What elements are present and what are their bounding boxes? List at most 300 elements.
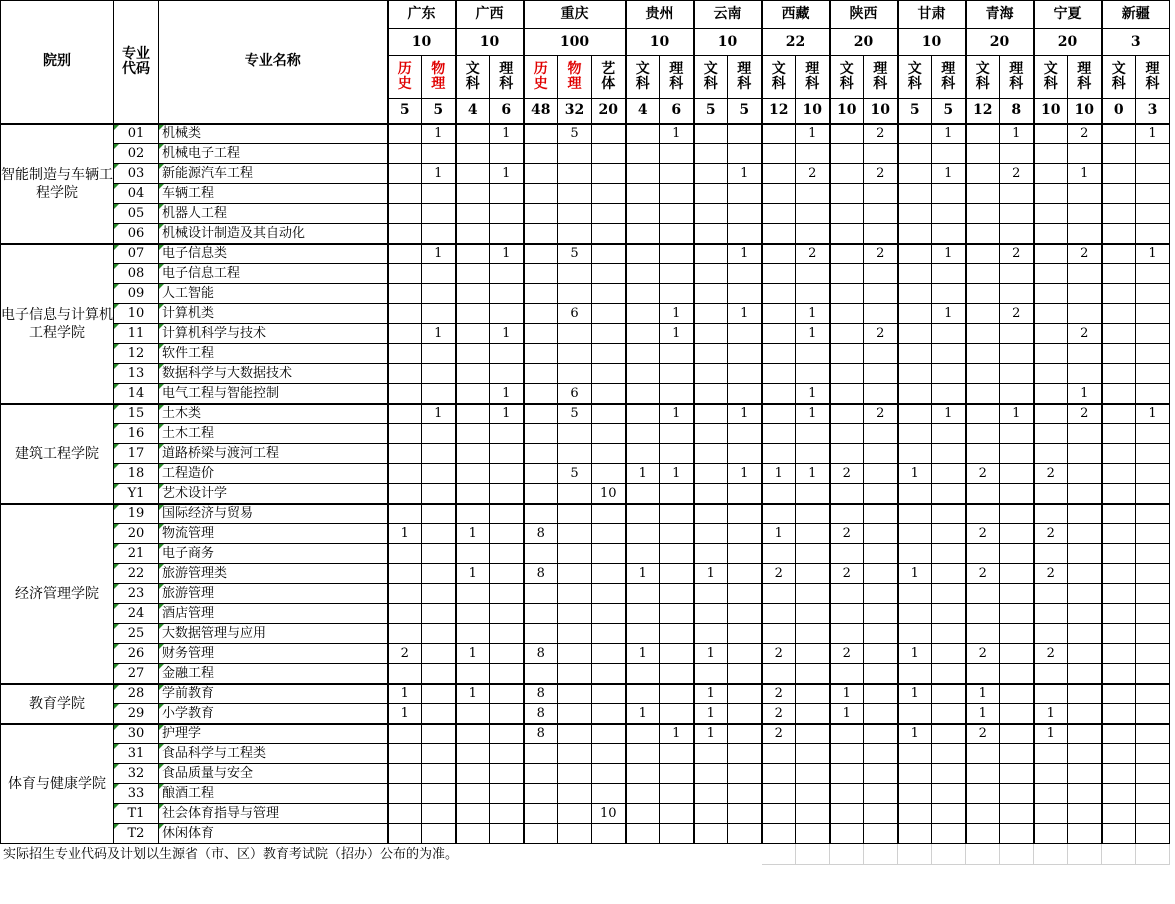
quota-cell bbox=[660, 344, 694, 364]
subject-count: 4 bbox=[626, 99, 660, 124]
quota-cell bbox=[1068, 564, 1102, 584]
quota-cell bbox=[1136, 604, 1170, 624]
quota-cell: 2 bbox=[1000, 304, 1034, 324]
province-total: 10 bbox=[694, 29, 762, 56]
quota-cell bbox=[490, 304, 524, 324]
quota-cell: 2 bbox=[966, 464, 1000, 484]
quota-cell bbox=[490, 444, 524, 464]
empty-cell bbox=[1102, 844, 1136, 865]
quota-cell bbox=[694, 444, 728, 464]
quota-cell: 1 bbox=[932, 404, 966, 424]
quota-cell bbox=[932, 424, 966, 444]
quota-cell: 1 bbox=[490, 244, 524, 264]
quota-cell bbox=[1136, 304, 1170, 324]
quota-cell bbox=[422, 564, 456, 584]
quota-cell bbox=[966, 784, 1000, 804]
quota-cell bbox=[1136, 184, 1170, 204]
quota-cell bbox=[524, 284, 558, 304]
quota-cell: 1 bbox=[1034, 704, 1068, 724]
quota-cell bbox=[796, 424, 830, 444]
quota-cell bbox=[1136, 824, 1170, 844]
subject-count: 4 bbox=[456, 99, 490, 124]
quota-cell bbox=[1102, 244, 1136, 264]
quota-cell: 2 bbox=[762, 724, 796, 744]
quota-cell: 1 bbox=[422, 404, 456, 424]
quota-cell bbox=[1136, 624, 1170, 644]
quota-cell bbox=[1068, 824, 1102, 844]
quota-cell bbox=[422, 264, 456, 284]
quota-cell bbox=[1102, 344, 1136, 364]
quota-cell bbox=[388, 324, 422, 344]
quota-cell bbox=[830, 444, 864, 464]
quota-cell bbox=[728, 764, 762, 784]
quota-cell bbox=[592, 164, 626, 184]
quota-cell bbox=[1068, 504, 1102, 524]
quota-cell: 6 bbox=[558, 304, 592, 324]
quota-cell bbox=[966, 344, 1000, 364]
quota-cell bbox=[558, 724, 592, 744]
quota-cell bbox=[592, 504, 626, 524]
quota-cell bbox=[796, 184, 830, 204]
quota-cell: 1 bbox=[728, 464, 762, 484]
footer-note: 实际招生专业代码及计划以生源省（市、区）教育考试院（招办）公布的为准。 bbox=[1, 844, 762, 865]
quota-cell bbox=[694, 124, 728, 144]
quota-cell bbox=[966, 404, 1000, 424]
subject-count: 12 bbox=[762, 99, 796, 124]
major-code: 06 bbox=[114, 224, 159, 244]
quota-cell bbox=[524, 384, 558, 404]
table-row bbox=[1, 224, 1170, 244]
quota-cell bbox=[1034, 604, 1068, 624]
quota-cell bbox=[660, 604, 694, 624]
quota-cell bbox=[864, 304, 898, 324]
table-row bbox=[1, 404, 1170, 424]
quota-cell: 8 bbox=[524, 644, 558, 664]
major-code: 15 bbox=[114, 404, 159, 424]
quota-cell bbox=[1034, 164, 1068, 184]
quota-cell bbox=[796, 824, 830, 844]
quota-cell bbox=[626, 164, 660, 184]
quota-cell: 2 bbox=[864, 164, 898, 184]
quota-cell bbox=[898, 504, 932, 524]
quota-cell bbox=[388, 244, 422, 264]
quota-cell bbox=[966, 264, 1000, 284]
quota-cell bbox=[796, 684, 830, 704]
quota-cell bbox=[796, 524, 830, 544]
quota-cell bbox=[1102, 824, 1136, 844]
quota-cell bbox=[524, 404, 558, 424]
quota-cell bbox=[388, 564, 422, 584]
quota-cell: 1 bbox=[626, 704, 660, 724]
major-name: 休闲体育 bbox=[159, 824, 388, 844]
quota-cell bbox=[1034, 264, 1068, 284]
quota-cell bbox=[1136, 264, 1170, 284]
quota-cell bbox=[694, 624, 728, 644]
quota-cell bbox=[1136, 684, 1170, 704]
quota-cell: 1 bbox=[1068, 164, 1102, 184]
quota-cell bbox=[490, 184, 524, 204]
major-code: 22 bbox=[114, 564, 159, 584]
quota-cell bbox=[388, 764, 422, 784]
quota-cell bbox=[796, 784, 830, 804]
quota-cell: 1 bbox=[422, 244, 456, 264]
quota-cell bbox=[728, 184, 762, 204]
table-row bbox=[1, 484, 1170, 504]
subject-count: 5 bbox=[422, 99, 456, 124]
quota-cell bbox=[388, 124, 422, 144]
table-row bbox=[1, 364, 1170, 384]
quota-cell bbox=[796, 744, 830, 764]
quota-cell bbox=[524, 464, 558, 484]
subject-label: 文科 bbox=[898, 56, 932, 99]
quota-cell bbox=[490, 224, 524, 244]
quota-cell bbox=[456, 344, 490, 364]
quota-cell: 1 bbox=[456, 564, 490, 584]
quota-cell: 1 bbox=[932, 304, 966, 324]
quota-cell bbox=[660, 584, 694, 604]
quota-cell bbox=[660, 264, 694, 284]
quota-cell bbox=[898, 444, 932, 464]
quota-cell bbox=[490, 744, 524, 764]
quota-cell: 2 bbox=[1034, 564, 1068, 584]
quota-cell bbox=[898, 224, 932, 244]
quota-cell bbox=[864, 644, 898, 664]
major-code: 33 bbox=[114, 784, 159, 804]
quota-cell bbox=[762, 544, 796, 564]
major-code: 31 bbox=[114, 744, 159, 764]
quota-cell bbox=[592, 424, 626, 444]
quota-cell bbox=[626, 184, 660, 204]
major-code: 27 bbox=[114, 664, 159, 684]
quota-cell: 1 bbox=[490, 124, 524, 144]
quota-cell bbox=[456, 804, 490, 824]
college-name: 建筑工程学院 bbox=[1, 404, 114, 504]
quota-cell bbox=[558, 344, 592, 364]
quota-cell: 1 bbox=[932, 244, 966, 264]
quota-cell: 10 bbox=[592, 804, 626, 824]
quota-cell bbox=[592, 544, 626, 564]
quota-cell bbox=[728, 724, 762, 744]
quota-cell bbox=[1000, 704, 1034, 724]
major-name: 国际经济与贸易 bbox=[159, 504, 388, 524]
quota-cell: 1 bbox=[728, 404, 762, 424]
major-code: 25 bbox=[114, 624, 159, 644]
quota-cell bbox=[626, 284, 660, 304]
quota-cell bbox=[694, 824, 728, 844]
quota-cell bbox=[1034, 204, 1068, 224]
empty-cell bbox=[898, 844, 932, 865]
quota-cell bbox=[592, 764, 626, 784]
quota-cell bbox=[864, 784, 898, 804]
quota-cell bbox=[694, 504, 728, 524]
quota-cell bbox=[660, 164, 694, 184]
quota-cell bbox=[388, 824, 422, 844]
quota-cell bbox=[456, 504, 490, 524]
quota-cell bbox=[626, 664, 660, 684]
quota-cell bbox=[422, 184, 456, 204]
quota-cell bbox=[388, 664, 422, 684]
code-header: 专业代码 bbox=[114, 1, 159, 124]
quota-cell bbox=[1068, 304, 1102, 324]
quota-cell bbox=[592, 464, 626, 484]
quota-cell bbox=[966, 224, 1000, 244]
quota-cell bbox=[558, 444, 592, 464]
quota-cell bbox=[456, 444, 490, 464]
quota-cell bbox=[660, 204, 694, 224]
quota-cell bbox=[1034, 324, 1068, 344]
quota-cell bbox=[626, 324, 660, 344]
quota-cell bbox=[1102, 564, 1136, 584]
province-total: 10 bbox=[456, 29, 524, 56]
province-name: 广西 bbox=[456, 1, 524, 29]
quota-cell bbox=[422, 824, 456, 844]
quota-cell bbox=[898, 244, 932, 264]
quota-cell bbox=[728, 624, 762, 644]
quota-cell bbox=[388, 444, 422, 464]
quota-cell bbox=[524, 184, 558, 204]
quota-cell bbox=[694, 404, 728, 424]
major-name: 土木类 bbox=[159, 404, 388, 424]
quota-cell bbox=[626, 204, 660, 224]
quota-cell bbox=[932, 764, 966, 784]
major-name: 电子信息类 bbox=[159, 244, 388, 264]
quota-cell: 2 bbox=[966, 644, 1000, 664]
quota-cell bbox=[1102, 644, 1136, 664]
subject-label: 文科 bbox=[762, 56, 796, 99]
quota-cell bbox=[626, 804, 660, 824]
quota-cell bbox=[898, 804, 932, 824]
quota-cell bbox=[1000, 184, 1034, 204]
subject-label: 艺体 bbox=[592, 56, 626, 99]
quota-cell bbox=[490, 824, 524, 844]
quota-cell: 1 bbox=[1034, 724, 1068, 744]
quota-cell bbox=[490, 784, 524, 804]
subject-count: 12 bbox=[966, 99, 1000, 124]
quota-cell bbox=[830, 584, 864, 604]
quota-cell bbox=[898, 264, 932, 284]
quota-cell bbox=[796, 724, 830, 744]
quota-cell bbox=[1068, 444, 1102, 464]
quota-cell bbox=[490, 344, 524, 364]
major-name: 电气工程与智能控制 bbox=[159, 384, 388, 404]
subject-count: 20 bbox=[592, 99, 626, 124]
quota-cell bbox=[660, 244, 694, 264]
quota-cell bbox=[1102, 704, 1136, 724]
quota-cell: 1 bbox=[898, 464, 932, 484]
quota-cell bbox=[524, 784, 558, 804]
quota-cell bbox=[1000, 344, 1034, 364]
quota-cell bbox=[762, 384, 796, 404]
quota-cell bbox=[660, 704, 694, 724]
quota-cell bbox=[728, 264, 762, 284]
quota-cell bbox=[932, 644, 966, 664]
quota-cell bbox=[1000, 604, 1034, 624]
subject-count: 5 bbox=[932, 99, 966, 124]
quota-cell bbox=[1136, 744, 1170, 764]
quota-cell bbox=[762, 344, 796, 364]
quota-cell: 2 bbox=[796, 164, 830, 184]
college-name: 教育学院 bbox=[1, 684, 114, 724]
quota-cell bbox=[490, 284, 524, 304]
quota-cell bbox=[830, 144, 864, 164]
quota-cell bbox=[762, 484, 796, 504]
quota-cell bbox=[1034, 804, 1068, 824]
quota-cell bbox=[626, 604, 660, 624]
major-code: 03 bbox=[114, 164, 159, 184]
major-code: 02 bbox=[114, 144, 159, 164]
province-name: 贵州 bbox=[626, 1, 694, 29]
quota-cell bbox=[796, 804, 830, 824]
quota-cell bbox=[728, 544, 762, 564]
table-row bbox=[1, 324, 1170, 344]
quota-cell bbox=[558, 364, 592, 384]
quota-cell bbox=[1068, 624, 1102, 644]
quota-cell bbox=[864, 824, 898, 844]
quota-cell bbox=[626, 444, 660, 464]
quota-cell: 1 bbox=[694, 724, 728, 744]
quota-cell bbox=[830, 484, 864, 504]
quota-cell bbox=[1000, 764, 1034, 784]
quota-cell bbox=[728, 524, 762, 544]
quota-cell bbox=[796, 644, 830, 664]
province-total: 10 bbox=[898, 29, 966, 56]
quota-cell bbox=[422, 464, 456, 484]
province-total: 10 bbox=[388, 29, 456, 56]
quota-cell bbox=[456, 624, 490, 644]
quota-cell bbox=[830, 624, 864, 644]
quota-cell: 1 bbox=[830, 704, 864, 724]
quota-cell bbox=[1068, 744, 1102, 764]
quota-cell bbox=[422, 644, 456, 664]
quota-cell bbox=[1102, 284, 1136, 304]
quota-cell bbox=[524, 324, 558, 344]
quota-cell bbox=[898, 144, 932, 164]
quota-cell bbox=[966, 124, 1000, 144]
quota-cell bbox=[898, 604, 932, 624]
quota-cell bbox=[626, 744, 660, 764]
quota-cell bbox=[388, 184, 422, 204]
quota-cell bbox=[864, 344, 898, 364]
province-name: 甘肃 bbox=[898, 1, 966, 29]
quota-cell bbox=[1136, 544, 1170, 564]
quota-cell bbox=[456, 664, 490, 684]
quota-cell bbox=[762, 124, 796, 144]
quota-cell bbox=[490, 704, 524, 724]
quota-cell: 2 bbox=[762, 704, 796, 724]
quota-cell bbox=[694, 424, 728, 444]
quota-cell bbox=[728, 364, 762, 384]
quota-cell bbox=[524, 444, 558, 464]
quota-cell bbox=[830, 604, 864, 624]
quota-cell bbox=[898, 424, 932, 444]
quota-cell bbox=[1102, 684, 1136, 704]
quota-cell: 1 bbox=[1136, 244, 1170, 264]
table-row bbox=[1, 444, 1170, 464]
subject-count: 10 bbox=[1034, 99, 1068, 124]
quota-cell bbox=[830, 204, 864, 224]
quota-cell bbox=[830, 224, 864, 244]
quota-cell bbox=[388, 624, 422, 644]
quota-cell: 1 bbox=[388, 524, 422, 544]
major-code: 19 bbox=[114, 504, 159, 524]
quota-cell bbox=[592, 444, 626, 464]
quota-cell bbox=[524, 244, 558, 264]
quota-cell bbox=[490, 724, 524, 744]
quota-cell bbox=[558, 664, 592, 684]
major-code: 07 bbox=[114, 244, 159, 264]
quota-cell bbox=[456, 724, 490, 744]
quota-cell bbox=[864, 384, 898, 404]
quota-cell bbox=[456, 164, 490, 184]
quota-cell bbox=[932, 504, 966, 524]
quota-cell bbox=[388, 744, 422, 764]
quota-cell bbox=[864, 564, 898, 584]
quota-cell bbox=[966, 804, 1000, 824]
quota-cell bbox=[694, 344, 728, 364]
quota-cell bbox=[1136, 424, 1170, 444]
quota-cell: 2 bbox=[388, 644, 422, 664]
quota-cell: 2 bbox=[830, 524, 864, 544]
quota-cell bbox=[388, 464, 422, 484]
quota-cell bbox=[864, 424, 898, 444]
quota-cell bbox=[864, 704, 898, 724]
quota-cell bbox=[626, 584, 660, 604]
major-code: 09 bbox=[114, 284, 159, 304]
quota-cell bbox=[1136, 344, 1170, 364]
quota-cell bbox=[830, 344, 864, 364]
quota-cell bbox=[898, 304, 932, 324]
quota-cell bbox=[1068, 364, 1102, 384]
table-row bbox=[1, 664, 1170, 684]
quota-cell bbox=[524, 664, 558, 684]
quota-cell bbox=[1068, 604, 1102, 624]
quota-cell bbox=[830, 784, 864, 804]
quota-cell bbox=[558, 484, 592, 504]
quota-cell bbox=[422, 504, 456, 524]
quota-cell bbox=[762, 364, 796, 384]
quota-cell bbox=[762, 224, 796, 244]
quota-cell bbox=[490, 564, 524, 584]
quota-cell bbox=[1000, 784, 1034, 804]
quota-cell bbox=[966, 144, 1000, 164]
subject-count: 3 bbox=[1136, 99, 1170, 124]
quota-cell bbox=[1000, 444, 1034, 464]
quota-cell bbox=[592, 364, 626, 384]
quota-cell bbox=[830, 384, 864, 404]
major-name: 机械电子工程 bbox=[159, 144, 388, 164]
quota-cell bbox=[1136, 524, 1170, 544]
province-name: 陕西 bbox=[830, 1, 898, 29]
subject-count: 0 bbox=[1102, 99, 1136, 124]
quota-cell bbox=[1102, 144, 1136, 164]
quota-cell bbox=[966, 364, 1000, 384]
empty-cell bbox=[1136, 844, 1170, 865]
quota-cell bbox=[728, 584, 762, 604]
quota-cell bbox=[830, 724, 864, 744]
quota-cell bbox=[762, 184, 796, 204]
quota-cell bbox=[626, 344, 660, 364]
quota-cell bbox=[1034, 584, 1068, 604]
major-name: 大数据管理与应用 bbox=[159, 624, 388, 644]
quota-cell bbox=[422, 344, 456, 364]
quota-cell: 2 bbox=[864, 404, 898, 424]
quota-cell: 1 bbox=[660, 304, 694, 324]
quota-cell bbox=[1068, 804, 1102, 824]
quota-cell bbox=[864, 184, 898, 204]
quota-cell bbox=[796, 204, 830, 224]
quota-cell bbox=[422, 484, 456, 504]
quota-cell bbox=[558, 324, 592, 344]
